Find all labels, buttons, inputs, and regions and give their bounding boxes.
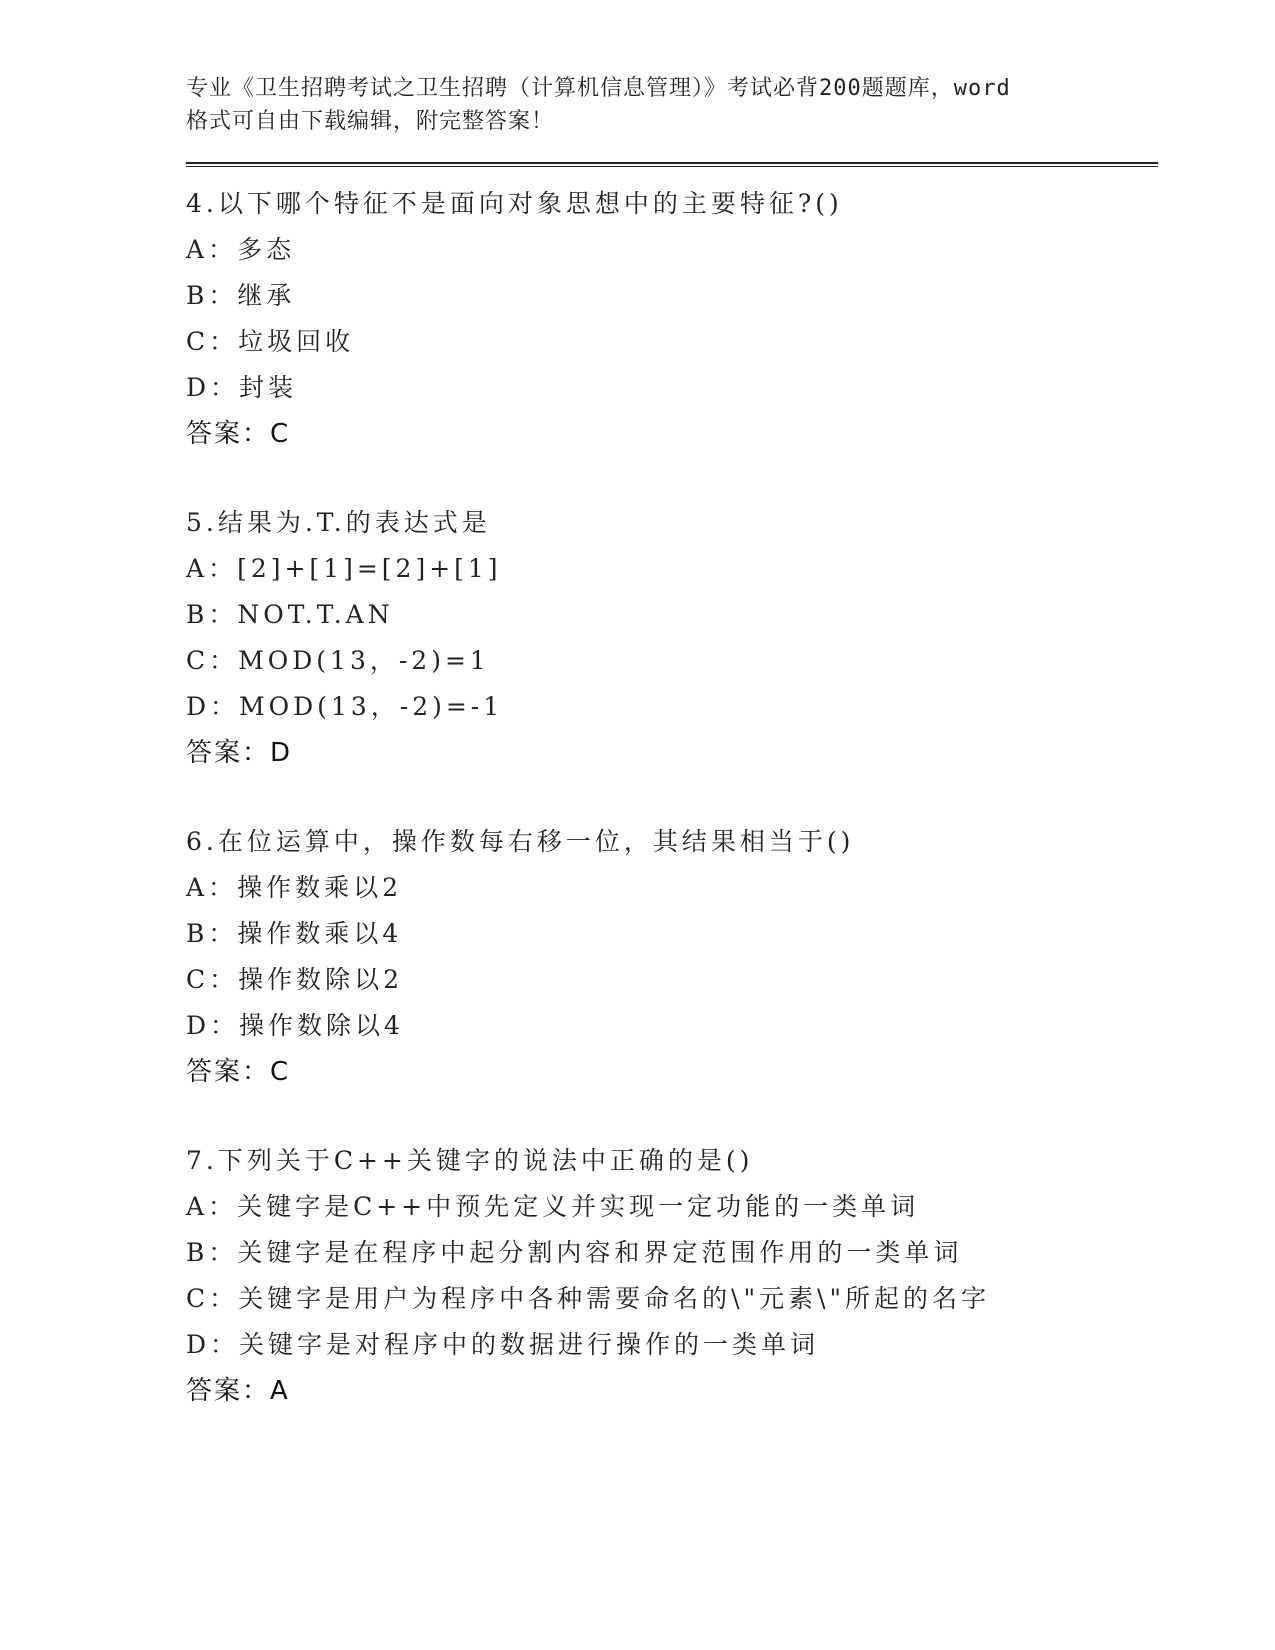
option-letter: A： bbox=[186, 554, 238, 583]
option-text: NOT.T.AN bbox=[237, 600, 394, 629]
option-c bbox=[186, 638, 1158, 684]
question-stem: 6.在位运算中，操作数每右移一位，其结果相当于() bbox=[186, 827, 855, 856]
option-text: MOD(13，-2)=-1 bbox=[239, 692, 504, 721]
option-letter: B： bbox=[186, 919, 238, 948]
option-c bbox=[186, 319, 1158, 365]
option-letter: B： bbox=[186, 1238, 238, 1267]
header-line-2: 格式可自由下载编辑，附完整答案！ bbox=[186, 109, 555, 134]
document-header bbox=[186, 72, 1158, 138]
option-letter: C： bbox=[186, 965, 239, 994]
option-b bbox=[186, 911, 1158, 957]
header-divider bbox=[186, 162, 1158, 167]
question-4 bbox=[186, 181, 1158, 457]
document-page bbox=[186, 72, 1158, 1457]
option-letter: B： bbox=[186, 281, 238, 310]
header-line-1: 专业《卫生招聘考试之卫生招聘（计算机信息管理）》考试必背200题题库，word bbox=[186, 76, 1011, 101]
question-stem: 5.结果为.T.的表达式是 bbox=[186, 508, 491, 537]
answer-line: 答案：D bbox=[186, 738, 293, 768]
option-letter: A： bbox=[186, 873, 238, 902]
question-6 bbox=[186, 819, 1158, 1095]
option-b bbox=[186, 273, 1158, 319]
option-text: 垃圾回收 bbox=[238, 327, 355, 356]
option-letter: A： bbox=[186, 235, 238, 264]
option-text: 继承 bbox=[237, 281, 296, 310]
option-letter: D： bbox=[186, 1330, 240, 1359]
option-text: 封装 bbox=[239, 373, 298, 402]
option-text: 操作数乘以4 bbox=[237, 919, 403, 948]
option-text: 关键字是用户为程序中各种需要命名的\"元素\"所起的名字 bbox=[238, 1284, 990, 1313]
question-list bbox=[186, 181, 1158, 1414]
option-d bbox=[186, 684, 1158, 730]
option-a bbox=[186, 546, 1158, 592]
option-letter: D： bbox=[186, 1011, 240, 1040]
answer-line: 答案：C bbox=[186, 419, 291, 449]
option-a bbox=[186, 865, 1158, 911]
question-7 bbox=[186, 1138, 1158, 1414]
option-letter: C： bbox=[186, 327, 239, 356]
option-letter: B： bbox=[186, 600, 238, 629]
option-text: 关键字是对程序中的数据进行操作的一类单词 bbox=[239, 1330, 820, 1359]
question-stem: 4.以下哪个特征不是面向对象思想中的主要特征?() bbox=[186, 189, 843, 218]
option-text: 多态 bbox=[237, 235, 296, 264]
option-letter: C： bbox=[186, 646, 239, 675]
option-text: MOD(13，-2)=1 bbox=[238, 646, 490, 675]
option-d bbox=[186, 1003, 1158, 1049]
option-c bbox=[186, 1276, 1158, 1322]
option-b bbox=[186, 1230, 1158, 1276]
option-text: 操作数乘以2 bbox=[237, 873, 402, 902]
question-stem: 7.下列关于C++关键字的说法中正确的是() bbox=[186, 1146, 754, 1175]
option-letter: D： bbox=[186, 373, 240, 402]
option-d bbox=[186, 1322, 1158, 1368]
option-text: 关键字是C++中预先定义并实现一定功能的一类单词 bbox=[237, 1192, 920, 1221]
answer-line: 答案：A bbox=[186, 1376, 290, 1406]
option-letter: A： bbox=[186, 1192, 238, 1221]
option-text: [2]+[1]=[2]+[1] bbox=[237, 554, 502, 583]
option-c bbox=[186, 957, 1158, 1003]
question-5 bbox=[186, 500, 1158, 776]
option-b bbox=[186, 592, 1158, 638]
answer-line: 答案：C bbox=[186, 1057, 291, 1087]
option-letter: C： bbox=[186, 1284, 239, 1313]
option-a bbox=[186, 1184, 1158, 1230]
option-text: 关键字是在程序中起分割内容和界定范围作用的一类单词 bbox=[237, 1238, 963, 1267]
option-letter: D： bbox=[186, 692, 240, 721]
option-d bbox=[186, 365, 1158, 411]
option-text: 操作数除以2 bbox=[238, 965, 404, 994]
option-a bbox=[186, 227, 1158, 273]
option-text: 操作数除以4 bbox=[239, 1011, 404, 1040]
